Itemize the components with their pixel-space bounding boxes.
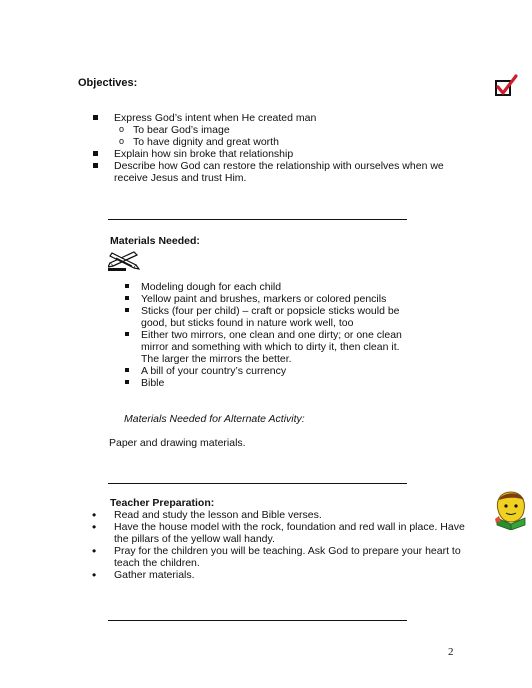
teacher-prep-heading: Teacher Preparation: — [110, 497, 215, 509]
divider — [108, 483, 407, 484]
checkbox-check-icon — [494, 74, 518, 98]
divider — [108, 620, 407, 621]
list-item: Describe how God can restore the relationship with ourselves when we receive Jesus and trust Him. — [85, 160, 460, 184]
list-item: • Have the house model with the rock, foundation and red wall in place. Have the pillars of the yellow wall handy. — [85, 521, 465, 545]
alt-materials-text: Paper and drawing materials. — [109, 437, 246, 449]
materials-heading: Materials Needed: — [110, 235, 200, 247]
list-item: Yellow paint and brushes, markers or colored pencils — [108, 293, 408, 305]
page-number: 2 — [448, 646, 454, 658]
reading-child-icon — [493, 488, 529, 530]
list-item: o To bear God’s image — [85, 124, 460, 136]
list-item: Modeling dough for each child — [108, 281, 408, 293]
list-item: Bible — [108, 377, 408, 389]
list-item: o To have dignity and great worth — [85, 136, 460, 148]
crossed-pencils-icon — [108, 249, 140, 271]
list-item: • Gather materials. — [85, 569, 465, 581]
divider — [108, 219, 407, 220]
teacher-prep-list — [85, 509, 465, 581]
materials-list — [108, 281, 408, 389]
alt-materials-heading: Materials Needed for Alternate Activity: — [124, 413, 305, 425]
objectives-list — [85, 112, 460, 184]
list-item: Sticks (four per child) – craft or popsicle sticks would be good, but sticks found in nature work well, too — [108, 305, 408, 329]
list-item: Express God’s intent when He created man — [85, 112, 460, 124]
list-item: • Pray for the children you will be teaching. Ask God to prepare your heart to teach the children. — [85, 545, 465, 569]
list-item: • Read and study the lesson and Bible verses. — [85, 509, 465, 521]
list-item: A bill of your country’s currency — [108, 365, 408, 377]
list-item: Either two mirrors, one clean and one dirty; or one clean mirror and something with which to dirty it, then clean it. The larger the mirrors the better. — [108, 329, 408, 365]
objectives-heading: Objectives: — [78, 77, 138, 89]
list-item: Explain how sin broke that relationship — [85, 148, 460, 160]
